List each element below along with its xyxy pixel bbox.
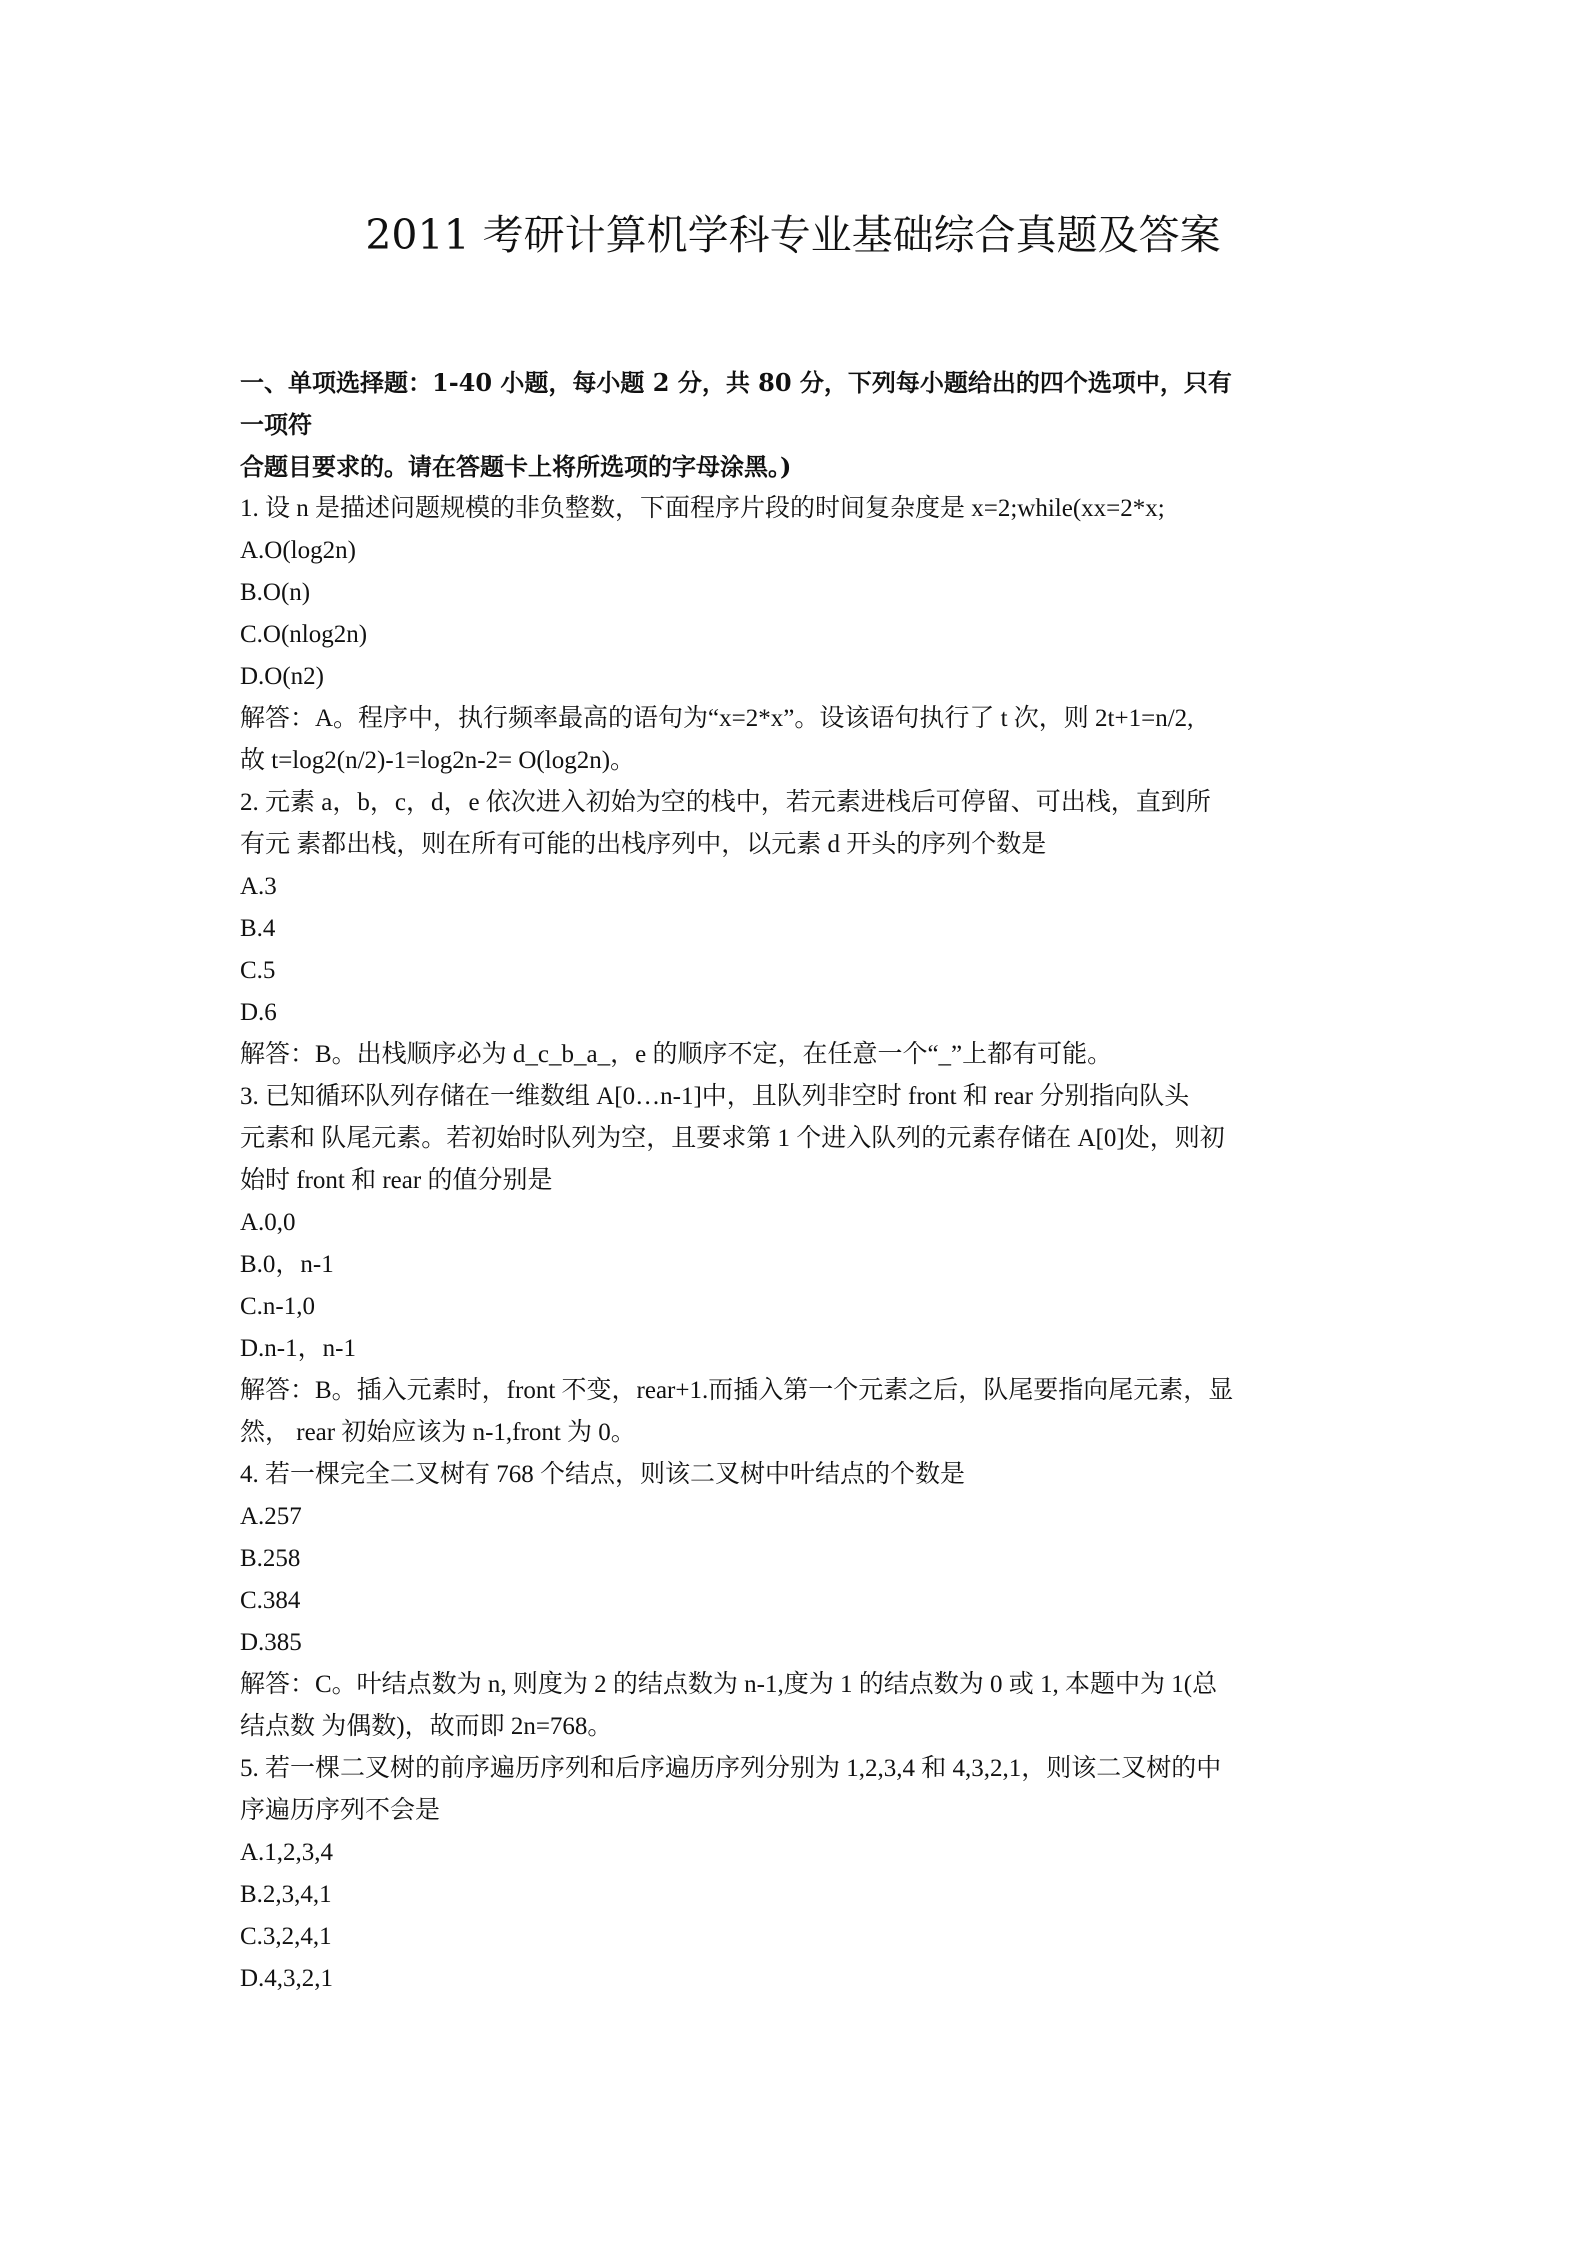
answer-option: C.O(nlog2n) xyxy=(240,621,368,648)
solution-line: 解答：A。程序中，执行频率最高的语句为“x=2*x”。设该语句执行了 t 次，则 2t+1=n/2, xyxy=(240,705,1194,732)
answer-option: C.5 xyxy=(240,957,276,984)
solution-line: 解答：B。插入元素时，front 不变，rear+1.而插入第一个元素之后，队尾要指向尾元素，显 xyxy=(240,1377,1234,1404)
question-stem-line: 有元 素都出栈，则在所有可能的出栈序列中，以元素 d 开头的序列个数是 xyxy=(240,831,1047,858)
question-stem-line: 始时 front 和 rear 的值分别是 xyxy=(240,1167,553,1194)
solution-line: 故 t=log2(n/2)-1=log2n-2= O(log2n)。 xyxy=(240,747,636,774)
question-2 xyxy=(240,782,1356,1076)
answer-option: D.O(n2) xyxy=(240,663,325,690)
section-header-line: 一项符 xyxy=(240,410,312,439)
answer-option: B.2,3,4,1 xyxy=(240,1881,332,1908)
question-1 xyxy=(240,488,1356,782)
question-stem-line: 2. 元素 a，b，c，d，e 依次进入初始为空的栈中，若元素进栈后可停留、可出栈，直到所 xyxy=(240,789,1211,816)
answer-option: A.O(log2n) xyxy=(240,537,356,564)
answer-option: C.3,2,4,1 xyxy=(240,1923,332,1950)
solution-line: 然， rear 初始应该为 n-1,front 为 0。 xyxy=(240,1419,636,1446)
question-5 xyxy=(240,1748,1356,2000)
solution-line: 解答：B。出栈顺序必为 d_c_b_a_，e 的顺序不定，在任意一个“_”上都有可能。 xyxy=(240,1041,1113,1068)
answer-option: D.n-1，n-1 xyxy=(240,1335,356,1362)
answer-option: B.4 xyxy=(240,915,276,942)
section-header-line: 合题目要求的。请在答题卡上将所选项的字母涂黑。) xyxy=(240,452,792,481)
answer-option: A.3 xyxy=(240,873,277,900)
answer-option: A.0,0 xyxy=(240,1209,296,1236)
answer-option: C.384 xyxy=(240,1587,301,1614)
answer-option: B.0，n-1 xyxy=(240,1251,334,1278)
section-header-line: 一、单项选择题：1-40 小题，每小题 2 分，共 80 分，下列每小题给出的四个选项中，只有 xyxy=(240,368,1232,397)
question-3 xyxy=(240,1076,1356,1454)
question-stem-line: 元素和 队尾元素。若初始时队列为空，且要求第 1 个进入队列的元素存储在 A[0]处，则初 xyxy=(240,1125,1225,1152)
page-title: 2011 考研计算机学科专业基础综合真题及答案 xyxy=(365,211,1221,259)
question-stem-line: 4. 若一棵完全二叉树有 768 个结点，则该二叉树中叶结点的个数是 xyxy=(240,1461,966,1488)
answer-option: C.n-1,0 xyxy=(240,1293,315,1320)
solution-line: 结点数 为偶数)，故而即 2n=768。 xyxy=(240,1713,613,1740)
answer-option: A.1,2,3,4 xyxy=(240,1839,334,1866)
question-stem-line: 序遍历序列不会是 xyxy=(240,1797,441,1824)
answer-option: D.6 xyxy=(240,999,277,1026)
question-stem-line: 1. 设 n 是描述问题规模的非负整数，下面程序片段的时间复杂度是 x=2;while(xx=2*x; xyxy=(240,495,1165,522)
answer-option: B.258 xyxy=(240,1545,301,1572)
question-list xyxy=(240,488,1356,2000)
solution-line: 解答：C。叶结点数为 n, 则度为 2 的结点数为 n-1,度为 1 的结点数为 0 或 1, 本题中为 1(总 xyxy=(240,1671,1218,1698)
question-stem-line: 5. 若一棵二叉树的前序遍历序列和后序遍历序列分别为 1,2,3,4 和 4,3,2,1，则该二叉树的中 xyxy=(240,1755,1222,1782)
answer-option: A.257 xyxy=(240,1503,302,1530)
question-4 xyxy=(240,1454,1356,1748)
document-body xyxy=(240,362,1356,2000)
answer-option: B.O(n) xyxy=(240,579,311,606)
answer-option: D.4,3,2,1 xyxy=(240,1965,334,1992)
question-stem-line: 3. 已知循环队列存储在一维数组 A[0…n-1]中，且队列非空时 front 和 rear 分别指向队头 xyxy=(240,1083,1190,1110)
answer-option: D.385 xyxy=(240,1629,302,1656)
